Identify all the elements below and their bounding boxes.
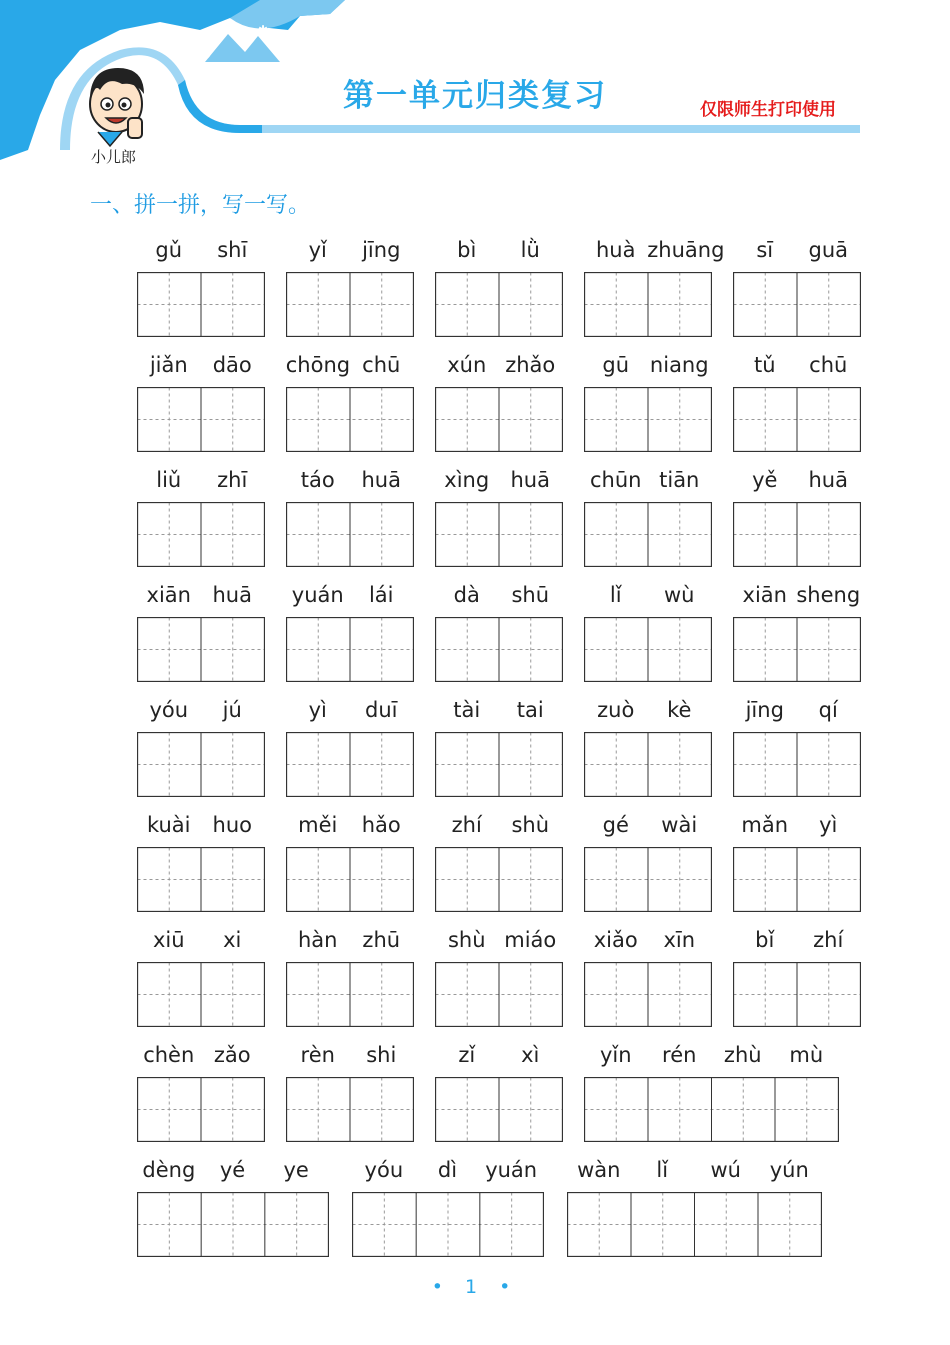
writing-grid[interactable] — [286, 962, 414, 1024]
word-item — [435, 583, 564, 683]
mascot-name: 小儿郎 — [91, 148, 137, 166]
pinyin-row — [733, 353, 862, 387]
pinyin-syllable: yé — [219, 1158, 246, 1182]
pinyin-syllable: yóu — [149, 698, 189, 722]
writing-grid[interactable] — [584, 847, 712, 909]
writing-grid[interactable] — [286, 847, 414, 909]
word-item — [584, 468, 713, 568]
pinyin-syllable: mù — [789, 1043, 824, 1067]
pinyin-syllable: jīng — [745, 698, 784, 722]
print-notice: 仅限师生打印使用 — [700, 100, 836, 120]
writing-grid[interactable] — [286, 387, 414, 449]
pinyin-syllable: xiǎo — [593, 928, 638, 952]
pinyin-syllable: sheng — [796, 583, 861, 607]
writing-grid[interactable] — [286, 617, 414, 679]
pinyin-syllable: xún — [447, 353, 487, 377]
pinyin-row — [352, 1158, 545, 1192]
pinyin-syllable: chūn — [590, 468, 642, 492]
pinyin-syllable: hàn — [298, 928, 338, 952]
pinyin-syllable: zhù — [723, 1043, 762, 1067]
pinyin-row — [584, 238, 725, 272]
word-item — [733, 238, 862, 338]
pinyin-row — [733, 813, 862, 847]
pinyin-syllable: yuán — [485, 1158, 538, 1182]
pinyin-row — [137, 1158, 330, 1192]
word-item — [137, 698, 266, 798]
writing-grid[interactable] — [733, 272, 861, 334]
word-item — [352, 1158, 545, 1258]
pinyin-row — [435, 353, 564, 387]
pinyin-syllable: shù — [447, 928, 486, 952]
pinyin-row — [584, 698, 713, 732]
pinyin-syllable: hǎo — [361, 813, 401, 837]
pinyin-syllable: zhuāng — [647, 238, 725, 262]
pinyin-syllable: yóu — [364, 1158, 404, 1182]
pinyin-syllable: tǔ — [753, 353, 776, 377]
word-item — [435, 1043, 564, 1143]
word-item — [435, 238, 564, 338]
pinyin-syllable: zǎo — [213, 1043, 251, 1067]
pinyin-syllable: chū — [809, 353, 848, 377]
word-item — [137, 1158, 330, 1258]
pinyin-syllable: měi — [298, 813, 338, 837]
pinyin-syllable: chū — [362, 353, 401, 377]
writing-grid[interactable] — [137, 387, 265, 449]
pinyin-syllable: táo — [300, 468, 335, 492]
pinyin-row — [286, 238, 415, 272]
word-item — [435, 468, 564, 568]
pinyin-syllable: dì — [437, 1158, 458, 1182]
pinyin-syllable: zhī — [217, 468, 248, 492]
writing-grid[interactable] — [137, 1077, 265, 1139]
word-item — [584, 928, 713, 1028]
word-item — [286, 583, 415, 683]
word-item — [137, 928, 266, 1028]
writing-grid[interactable] — [286, 502, 414, 564]
pinyin-syllable: zhū — [362, 928, 401, 952]
pinyin-syllable: guā — [808, 238, 848, 262]
writing-grid[interactable] — [733, 962, 861, 1024]
writing-grid[interactable] — [435, 387, 563, 449]
pinyin-row — [733, 468, 862, 502]
pinyin-syllable: niang — [649, 353, 709, 377]
pinyin-syllable: gū — [602, 353, 630, 377]
pinyin-syllable: yǐn — [599, 1043, 632, 1067]
pinyin-syllable: zhí — [813, 928, 844, 952]
pinyin-syllable: zhí — [451, 813, 482, 837]
pinyin-syllable: xīn — [663, 928, 696, 952]
writing-grid[interactable] — [137, 617, 265, 679]
word-item — [286, 698, 415, 798]
word-item — [733, 353, 862, 453]
word-item — [435, 928, 564, 1028]
word-item — [435, 813, 564, 913]
word-item — [286, 468, 415, 568]
pinyin-row — [584, 353, 713, 387]
pinyin-row — [286, 1043, 415, 1077]
pinyin-syllable: tài — [453, 698, 481, 722]
pinyin-row — [435, 1043, 564, 1077]
pinyin-syllable: kè — [667, 698, 692, 722]
writing-grid[interactable] — [584, 617, 712, 679]
writing-grid[interactable] — [435, 502, 563, 564]
pinyin-row — [733, 238, 862, 272]
writing-grid[interactable] — [435, 847, 563, 909]
pinyin-syllable: jīng — [362, 238, 401, 262]
word-item — [137, 1043, 266, 1143]
writing-grid[interactable] — [286, 732, 414, 794]
pinyin-syllable: yě — [752, 468, 778, 492]
pinyin-syllable: duī — [365, 698, 398, 722]
pinyin-syllable: yuán — [291, 583, 344, 607]
pinyin-syllable: yì — [819, 813, 838, 837]
pinyin-syllable: tai — [516, 698, 544, 722]
pinyin-syllable: mǎn — [741, 813, 789, 837]
pinyin-row — [435, 238, 564, 272]
pinyin-row — [584, 1043, 840, 1077]
word-item — [137, 238, 266, 338]
writing-grid[interactable] — [733, 387, 861, 449]
pinyin-syllable: xìng — [444, 468, 490, 492]
pinyin-syllable: dāo — [212, 353, 252, 377]
pinyin-row — [286, 353, 415, 387]
pinyin-syllable: wú — [710, 1158, 741, 1182]
writing-grid[interactable] — [733, 732, 861, 794]
writing-grid[interactable] — [584, 387, 712, 449]
pinyin-syllable: kuài — [146, 813, 191, 837]
pinyin-syllable: lǜ — [520, 238, 540, 262]
word-item — [286, 928, 415, 1028]
pinyin-row — [584, 583, 713, 617]
pinyin-row — [584, 813, 713, 847]
pinyin-syllable: zǐ — [458, 1043, 476, 1067]
pinyin-syllable: xiān — [742, 583, 787, 607]
pinyin-syllable: gé — [602, 813, 629, 837]
pinyin-row — [286, 468, 415, 502]
word-item — [733, 928, 862, 1028]
writing-grid[interactable] — [137, 732, 265, 794]
pinyin-row — [286, 698, 415, 732]
pinyin-row — [137, 1043, 266, 1077]
pinyin-syllable: xiān — [146, 583, 191, 607]
pinyin-row — [137, 698, 266, 732]
pinyin-syllable: qí — [818, 698, 838, 722]
word-item — [137, 353, 266, 453]
pinyin-syllable: huā — [212, 583, 252, 607]
writing-grid[interactable] — [567, 1192, 822, 1254]
pinyin-syllable: yún — [769, 1158, 809, 1182]
pinyin-row — [435, 468, 564, 502]
pinyin-row — [584, 468, 713, 502]
writing-grid[interactable] — [435, 272, 563, 334]
writing-grid[interactable] — [733, 617, 861, 679]
pinyin-syllable: rèn — [300, 1043, 335, 1067]
pinyin-row — [286, 583, 415, 617]
pinyin-syllable: jú — [222, 698, 242, 722]
pinyin-row — [584, 928, 713, 962]
pinyin-syllable: yì — [308, 698, 327, 722]
pinyin-syllable: huo — [212, 813, 252, 837]
pinyin-syllable: huà — [596, 238, 636, 262]
section-heading: 一、拼一拼，写一写。 — [90, 193, 311, 218]
pinyin-syllable: bì — [457, 238, 477, 262]
word-item — [286, 238, 415, 338]
pinyin-row — [286, 813, 415, 847]
writing-grid[interactable] — [286, 1077, 414, 1139]
page-title: 第一单元归类复习 — [343, 78, 607, 114]
word-item — [733, 813, 862, 913]
pinyin-syllable: bǐ — [755, 928, 775, 952]
pinyin-syllable: miáo — [504, 928, 557, 952]
writing-grid[interactable] — [733, 502, 861, 564]
pinyin-syllable: wài — [661, 813, 698, 837]
pinyin-row — [137, 353, 266, 387]
word-item — [733, 583, 862, 683]
pinyin-row — [435, 928, 564, 962]
pinyin-row — [733, 583, 862, 617]
pinyin-syllable: zuò — [597, 698, 635, 722]
page-number: • 1 • — [431, 1276, 519, 1298]
pinyin-syllable: chèn — [143, 1043, 195, 1067]
pinyin-syllable: gǔ — [155, 238, 183, 262]
word-item — [137, 583, 266, 683]
word-item — [435, 698, 564, 798]
word-item — [137, 813, 266, 913]
writing-grid[interactable] — [352, 1192, 544, 1254]
pinyin-row — [137, 928, 266, 962]
writing-grid[interactable] — [435, 732, 563, 794]
writing-grid[interactable] — [137, 847, 265, 909]
word-item — [584, 353, 713, 453]
pinyin-row — [435, 698, 564, 732]
pinyin-syllable: liǔ — [156, 468, 182, 492]
pinyin-syllable: xì — [521, 1043, 540, 1067]
pinyin-syllable: lǐ — [656, 1158, 669, 1182]
pinyin-syllable: xi — [223, 928, 242, 952]
pinyin-syllable: xiū — [152, 928, 185, 952]
writing-grid[interactable] — [584, 272, 712, 334]
pinyin-syllable: tiān — [659, 468, 700, 492]
writing-grid[interactable] — [435, 962, 563, 1024]
writing-grid[interactable] — [584, 1077, 839, 1139]
pinyin-syllable: wàn — [577, 1158, 621, 1182]
word-item — [286, 1043, 415, 1143]
pinyin-syllable: dà — [453, 583, 480, 607]
pinyin-row — [286, 928, 415, 962]
pinyin-syllable: shi — [366, 1043, 397, 1067]
pinyin-row — [567, 1158, 823, 1192]
writing-grid[interactable] — [137, 502, 265, 564]
pinyin-syllable: shū — [511, 583, 550, 607]
word-item — [137, 468, 266, 568]
word-item — [286, 813, 415, 913]
pinyin-row — [137, 583, 266, 617]
writing-grid[interactable] — [584, 962, 712, 1024]
pinyin-row — [435, 583, 564, 617]
pinyin-syllable: yǐ — [308, 238, 327, 262]
word-item — [584, 583, 713, 683]
mascot-boy-thumbs-up-icon — [78, 60, 158, 150]
word-item — [286, 353, 415, 453]
pinyin-syllable: zhǎo — [505, 353, 556, 377]
pinyin-row — [733, 698, 862, 732]
writing-grid[interactable] — [137, 1192, 329, 1254]
writing-grid[interactable] — [137, 272, 265, 334]
word-item — [733, 468, 862, 568]
pinyin-syllable: dèng — [142, 1158, 196, 1182]
word-item — [584, 238, 725, 338]
writing-grid[interactable] — [286, 272, 414, 334]
pinyin-syllable: chōng — [285, 353, 351, 377]
pinyin-syllable: lǐ — [609, 583, 622, 607]
pinyin-syllable: jiǎn — [149, 353, 188, 377]
word-item — [567, 1158, 823, 1258]
pinyin-row — [435, 813, 564, 847]
svg-text:✱: ✱ — [258, 23, 269, 37]
word-item — [435, 353, 564, 453]
pinyin-syllable: huā — [808, 468, 848, 492]
writing-grid[interactable] — [733, 847, 861, 909]
pinyin-syllable: shù — [511, 813, 550, 837]
writing-grid[interactable] — [435, 1077, 563, 1139]
writing-grid[interactable] — [435, 617, 563, 679]
word-item — [584, 813, 713, 913]
writing-grid[interactable] — [584, 732, 712, 794]
pinyin-syllable: sī — [756, 238, 774, 262]
pinyin-syllable: wù — [664, 583, 695, 607]
word-item — [584, 1043, 840, 1143]
word-item — [733, 698, 862, 798]
pinyin-syllable: ye — [283, 1158, 309, 1182]
pinyin-row — [733, 928, 862, 962]
pinyin-syllable: huā — [510, 468, 550, 492]
pinyin-syllable: lái — [368, 583, 394, 607]
writing-grid[interactable] — [137, 962, 265, 1024]
pinyin-row — [137, 813, 266, 847]
pinyin-syllable: rén — [662, 1043, 697, 1067]
pinyin-syllable: shī — [217, 238, 248, 262]
writing-grid[interactable] — [584, 502, 712, 564]
pinyin-row — [137, 238, 266, 272]
pinyin-row — [137, 468, 266, 502]
pinyin-syllable: huā — [361, 468, 401, 492]
word-item — [584, 698, 713, 798]
